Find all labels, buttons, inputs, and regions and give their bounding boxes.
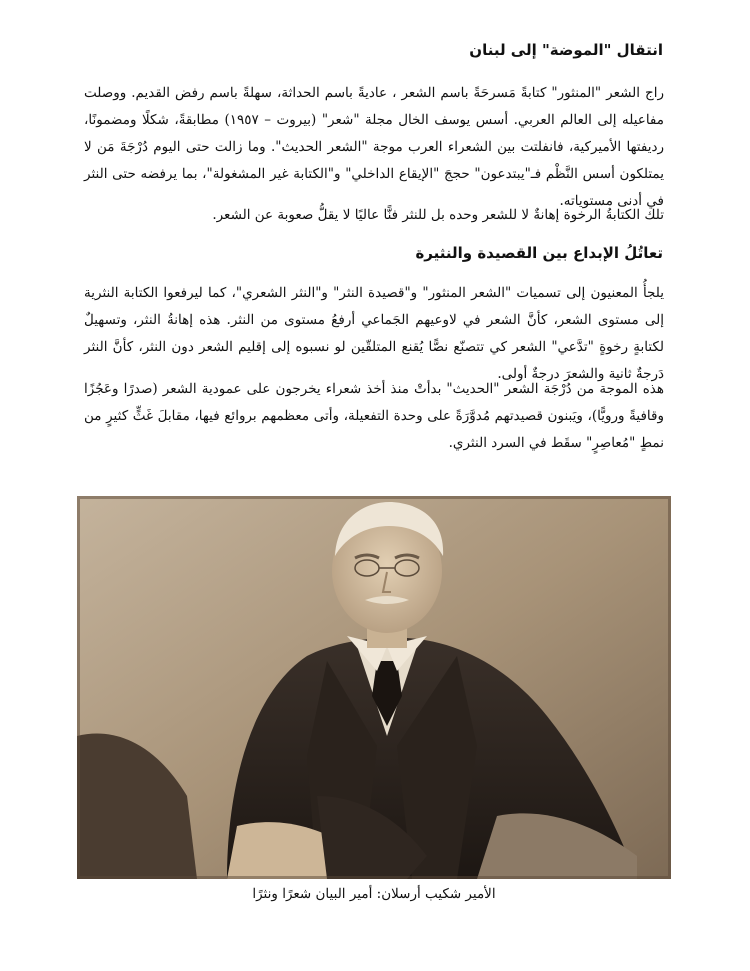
paragraph-soft-writing: تلك الكتابةُ الرخوة إهانةٌ لا للشعر وحده بل للنثر فنًّا عاليًا لا يقلُّ صعوبة عن الشعر. bbox=[212, 207, 664, 223]
portrait-photo bbox=[77, 496, 671, 879]
photo-caption: الأمير شكيب أرسلان: أمير البيان شعرًا ونثرًا bbox=[252, 886, 496, 902]
section-heading-lebanon: انتقال "الموضة" إلى لبنان bbox=[469, 41, 663, 59]
section-heading-creativity: تعاتُلُ الإبداع بين القصيدة والنثيرة bbox=[415, 244, 663, 262]
portrait-illustration bbox=[77, 496, 671, 879]
paragraph-prose-poetry-spread: راج الشعر "المنثور" كتابةً مَسرحَةً باسم الشعر ، عاديةً باسم الحداثة، سهلةً باسم رفض القديم. ووصلت مفاعيله إلى العالم العربي. أسس يوسف الخال مجلة "شعر" (بيروت – ١٩٥٧) مطابقةً، شكلًا ومضمونًا، رديفتها الأميركية، فانفلتت بين الشعراء العرب موجة "الشعر الحديث". وما زالت حتى اليوم دُرْجَةَ مَن لا يمتلكون أسس النَّظْم فـ"يبتدعون" حججَ "الإيقاع الداخلي" و"الكتابة غير المشغولة"، بما يرفضه حتى النثر في أدنى مستوياته. bbox=[84, 85, 664, 209]
paragraph-modern-wave: هذه الموجة من دُرْجَة الشعر "الحديث" بدأتْ منذ أخذ شعراء يخرجون على عمودية الشعر (صدرًا وعَجُزًا وقافيةً ورويًّا)، ويَبنون قصيدتهم مُدوَّرَةً على وحدة التفعيلة، وأتى معظمهم بروائع فيها، مقابلَ غَثٍّ كثيرٍ من نمطٍ "مُعاصِرٍ" سقَط في السرد النثري. bbox=[84, 381, 664, 451]
paragraph-naming-prose: يلجأُ المعنيون إلى تسميات "الشعر المنثور" و"قصيدة النثر" و"النثر الشعري"، كما ليرفعوا الكتابة النثرية إلى مستوى الشعر، كأنَّ الشعر في لاوعيهم الجَماعي أرفعُ مستوى من النثر. هذه إهانةُ النثر، وتسهيلٌ لكتابةٍ رخوةٍ "تدَّعي" الشعر كي تتصنّع نصًّا يُقنع المتلقّين لو نسبوه إلى إقليم الشعر دون النثر، كأنَّ النثر دَرجةٌ ثانية والشعرَ درجةٌ أولى. bbox=[84, 285, 664, 382]
